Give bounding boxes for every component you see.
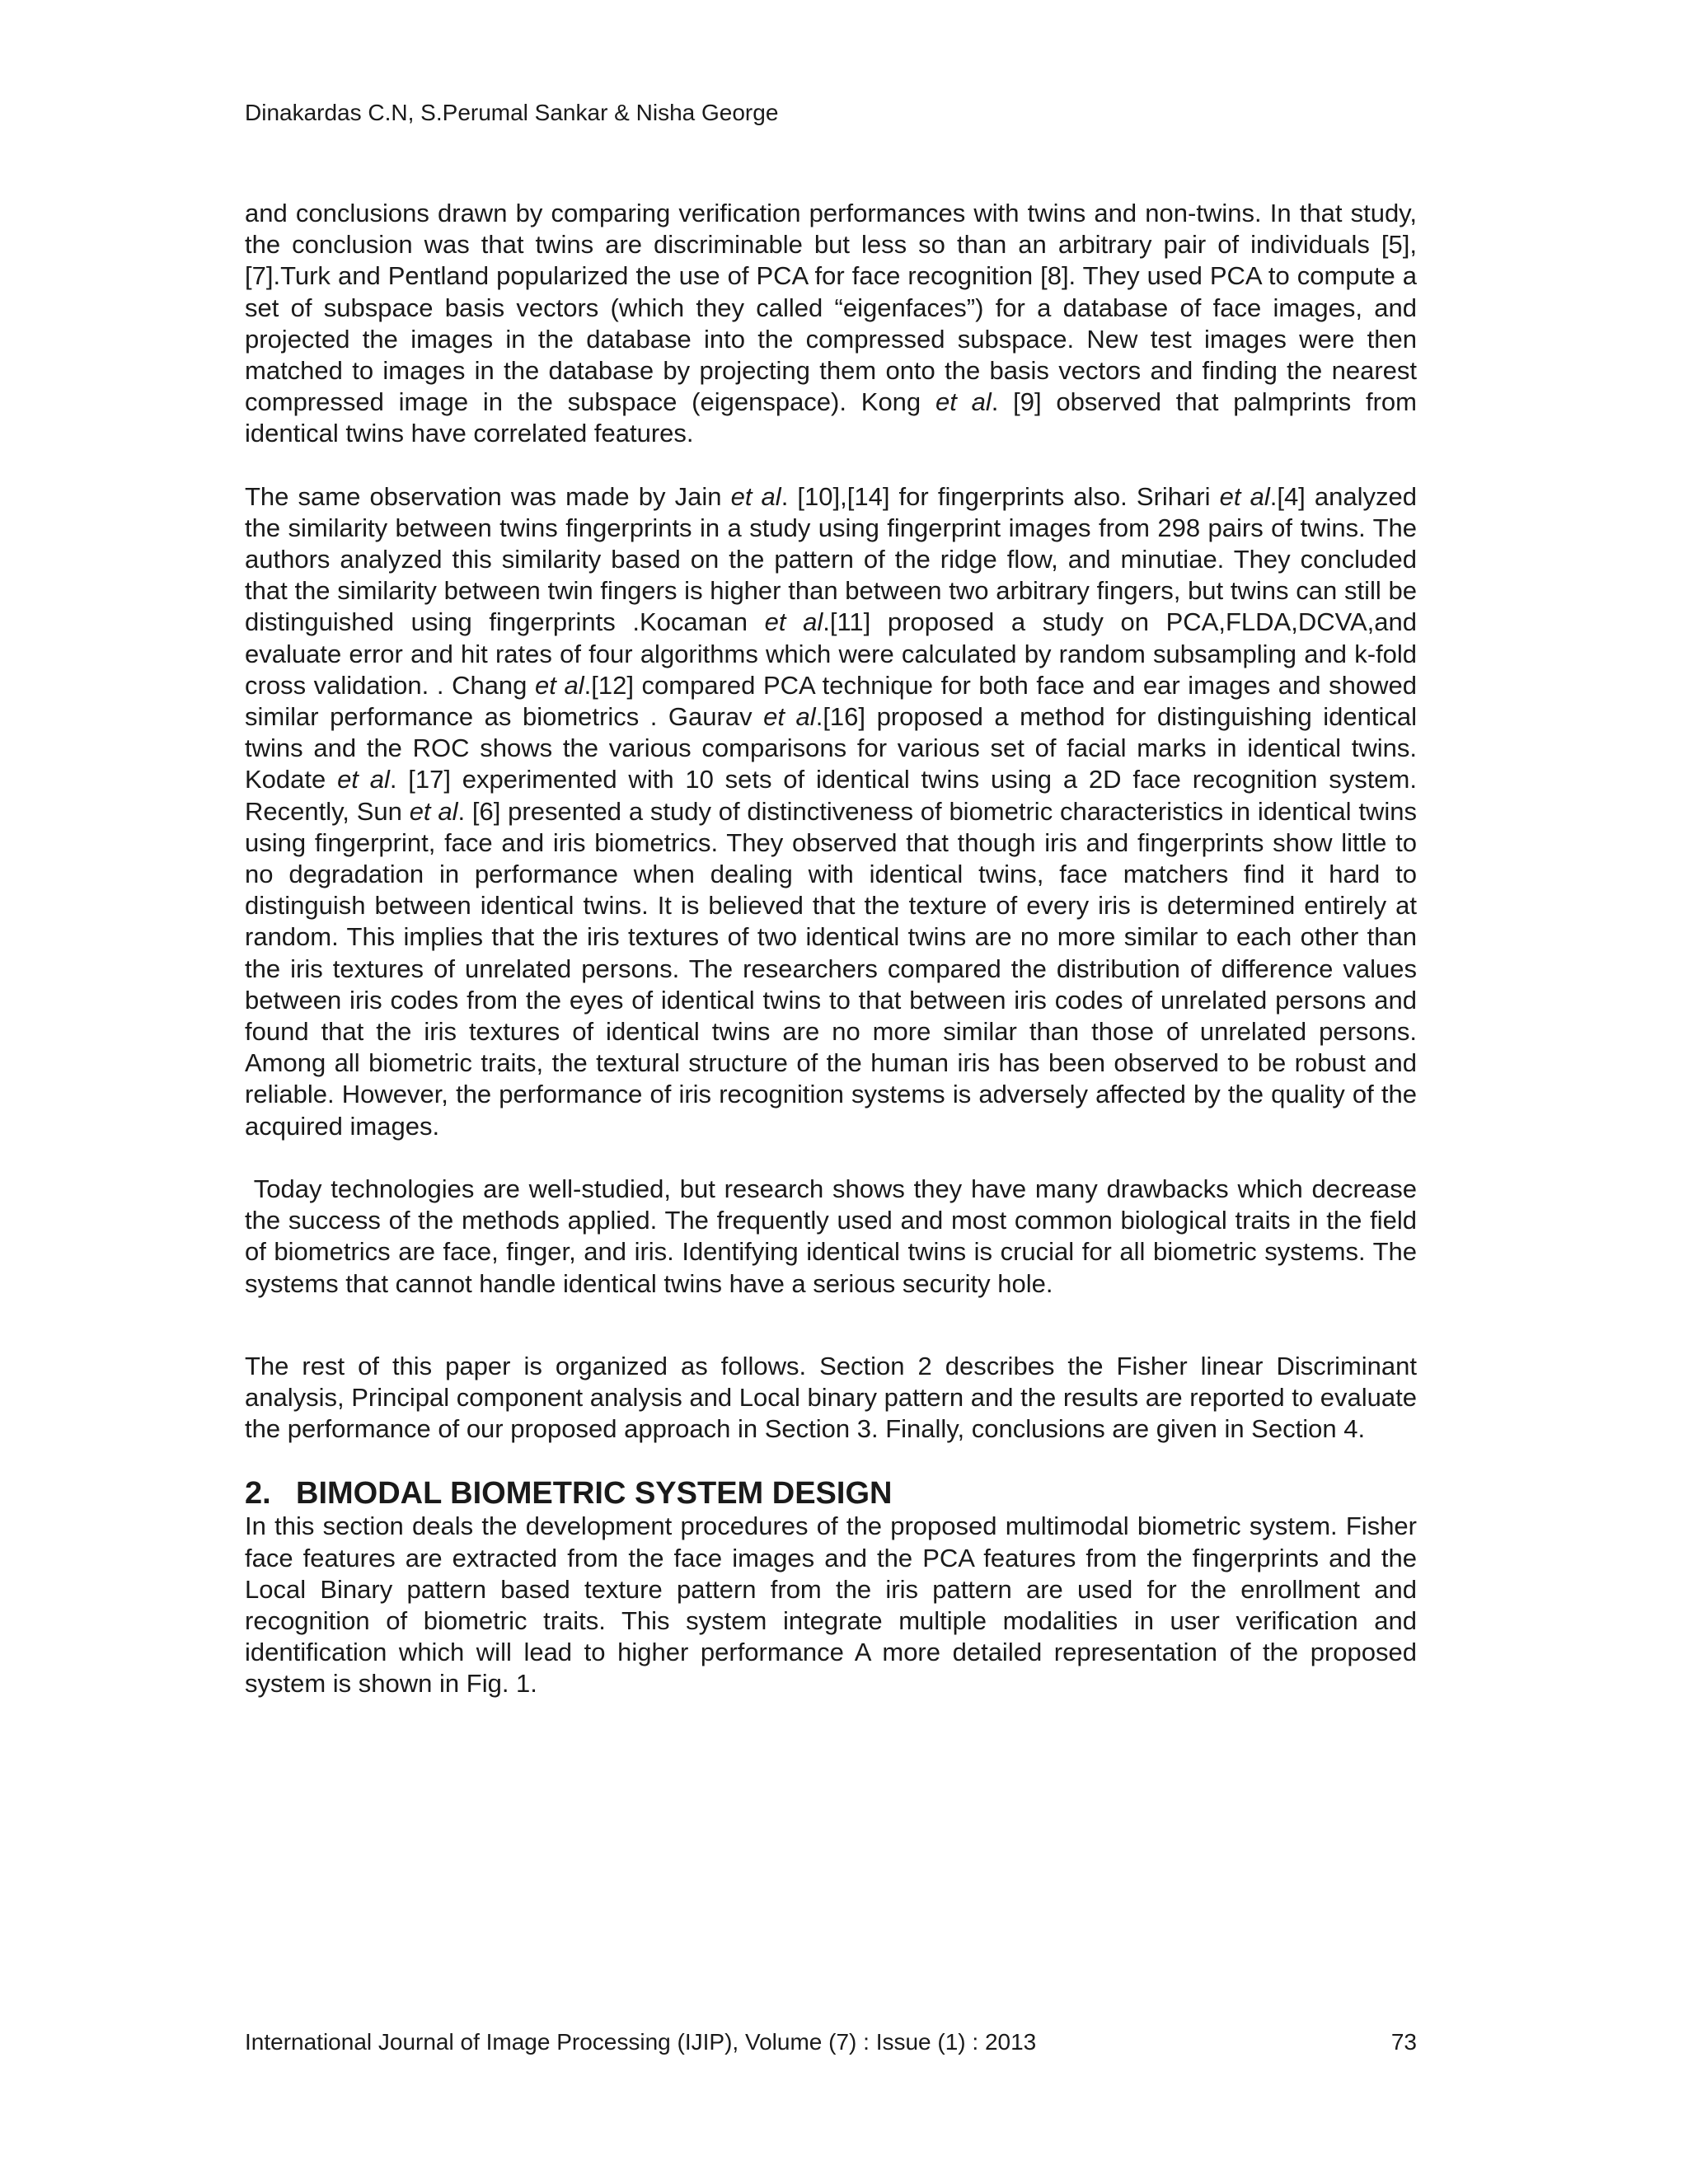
paragraph-3: Today technologies are well-studied, but research shows they have many drawbacks which decrease the success of the methods applied. The frequently used and most common biological traits in the field of biometrics are face, finger, and iris. Identifying identical twins is crucial for all biometric systems. The systems that cannot handle identical twins have a serious security hole. — [245, 1174, 1424, 1298]
page-number: 73 — [1390, 2029, 1417, 2055]
journal-citation: International Journal of Image Processing (IJIP), Volume (7) : Issue (1) : 2013 — [245, 2029, 1037, 2055]
running-header: Dinakardas C.N, S.Perumal Sankar & Nisha George — [245, 100, 779, 125]
section-heading — [245, 1476, 1417, 1511]
main-content — [245, 198, 1424, 1700]
page-footer — [245, 2027, 1417, 2058]
section-number: 2. — [245, 1476, 271, 1511]
paragraph-4: The rest of this paper is organized as follows. Section 2 describes the Fisher linear Discriminant analysis, Principal component analysis and Local binary pattern and the results are reported to evaluate the performance of our proposed approach in Section 3. Finally, conclusions are given in Section 4. — [245, 1351, 1417, 1444]
paragraph-1: and conclusions drawn by comparing verification performances with twins and non-twins. In that study, the conclusion was that twins are discriminable but less so than an arbitrary pair of individuals [5],[7].Turk and Pentland popularized the use of PCA for face recognition [8]. They used PCA to compute a set of subspace basis vectors (which they called “eigenfaces”) for a database of face images, and projected the images in the database into the compressed subspace. New test images were then matched to images in the database by projecting them onto the basis vectors and finding the nearest compressed image in the subspace (eigenspace). Kong et al. [9] observed that palmprints from identical twins have correlated features. — [245, 199, 1418, 448]
paragraph-5: In this section deals the development procedures of the proposed multimodal biometric system. Fisher face features are extracted from the face images and the PCA features from the fingerprints and the Local Binary pattern based texture pattern from the iris pattern are used for the enrollment and recognition of biometric traits. This system integrate multiple modalities in user verification and identification which will lead to higher performance A more detailed representation of the proposed system is shown in Fig. 1. — [245, 1511, 1417, 1699]
section-title: BIMODAL BIOMETRIC SYSTEM DESIGN — [296, 1476, 893, 1511]
paragraph-2: The same observation was made by Jain et al. [10],[14] for fingerprints also. Srihari et al.[4] analyzed the similarity between twins fingerprints in a study using fingerprint images from 298 pairs of twins. The authors analyzed this similarity based on the pattern of the ridge flow, and minutiae. They concluded that the similarity between twin fingers is higher than between two arbitrary fingers, but twins can still be distinguished using fingerprints .Kocaman et al.[11] proposed a study on PCA,FLDA,DCVA,and evaluate error and hit rates of four algorithms which were calculated by random subsampling and k-fold cross validation. . Chang et al.[12] compared PCA technique for both face and ear images and showed similar performance as biometrics . Gaurav et al.[16] proposed a method for distinguishing identical twins and the ROC shows the various comparisons for various set of facial marks in identical twins. Kodate et al. [17] experimented with 10 sets of identical twins using a 2D face recognition system. Recently, Sun et al. [6] presented a study of distinctiveness of biometric characteristics in identical twins using fingerprint, face and iris biometrics. They observed that though iris and fingerprints show little to no degradation in performance when dealing with identical twins, face matchers find it hard to distinguish between identical twins. It is believed that the texture of every iris is determined entirely at random. This implies that the iris textures of two identical twins are no more similar to each other than the iris textures of unrelated persons. The researchers compared the distribution of difference values between iris codes from the eyes of identical twins to that between iris codes of unrelated persons and found that the iris textures of identical twins are no more similar than those of unrelated persons. Among all biometric traits, the textural structure of the human iris has been observed to be robust and reliable. However, the performance of iris recognition systems is adversely affected by the quality of the acquired images. — [245, 481, 1418, 1141]
